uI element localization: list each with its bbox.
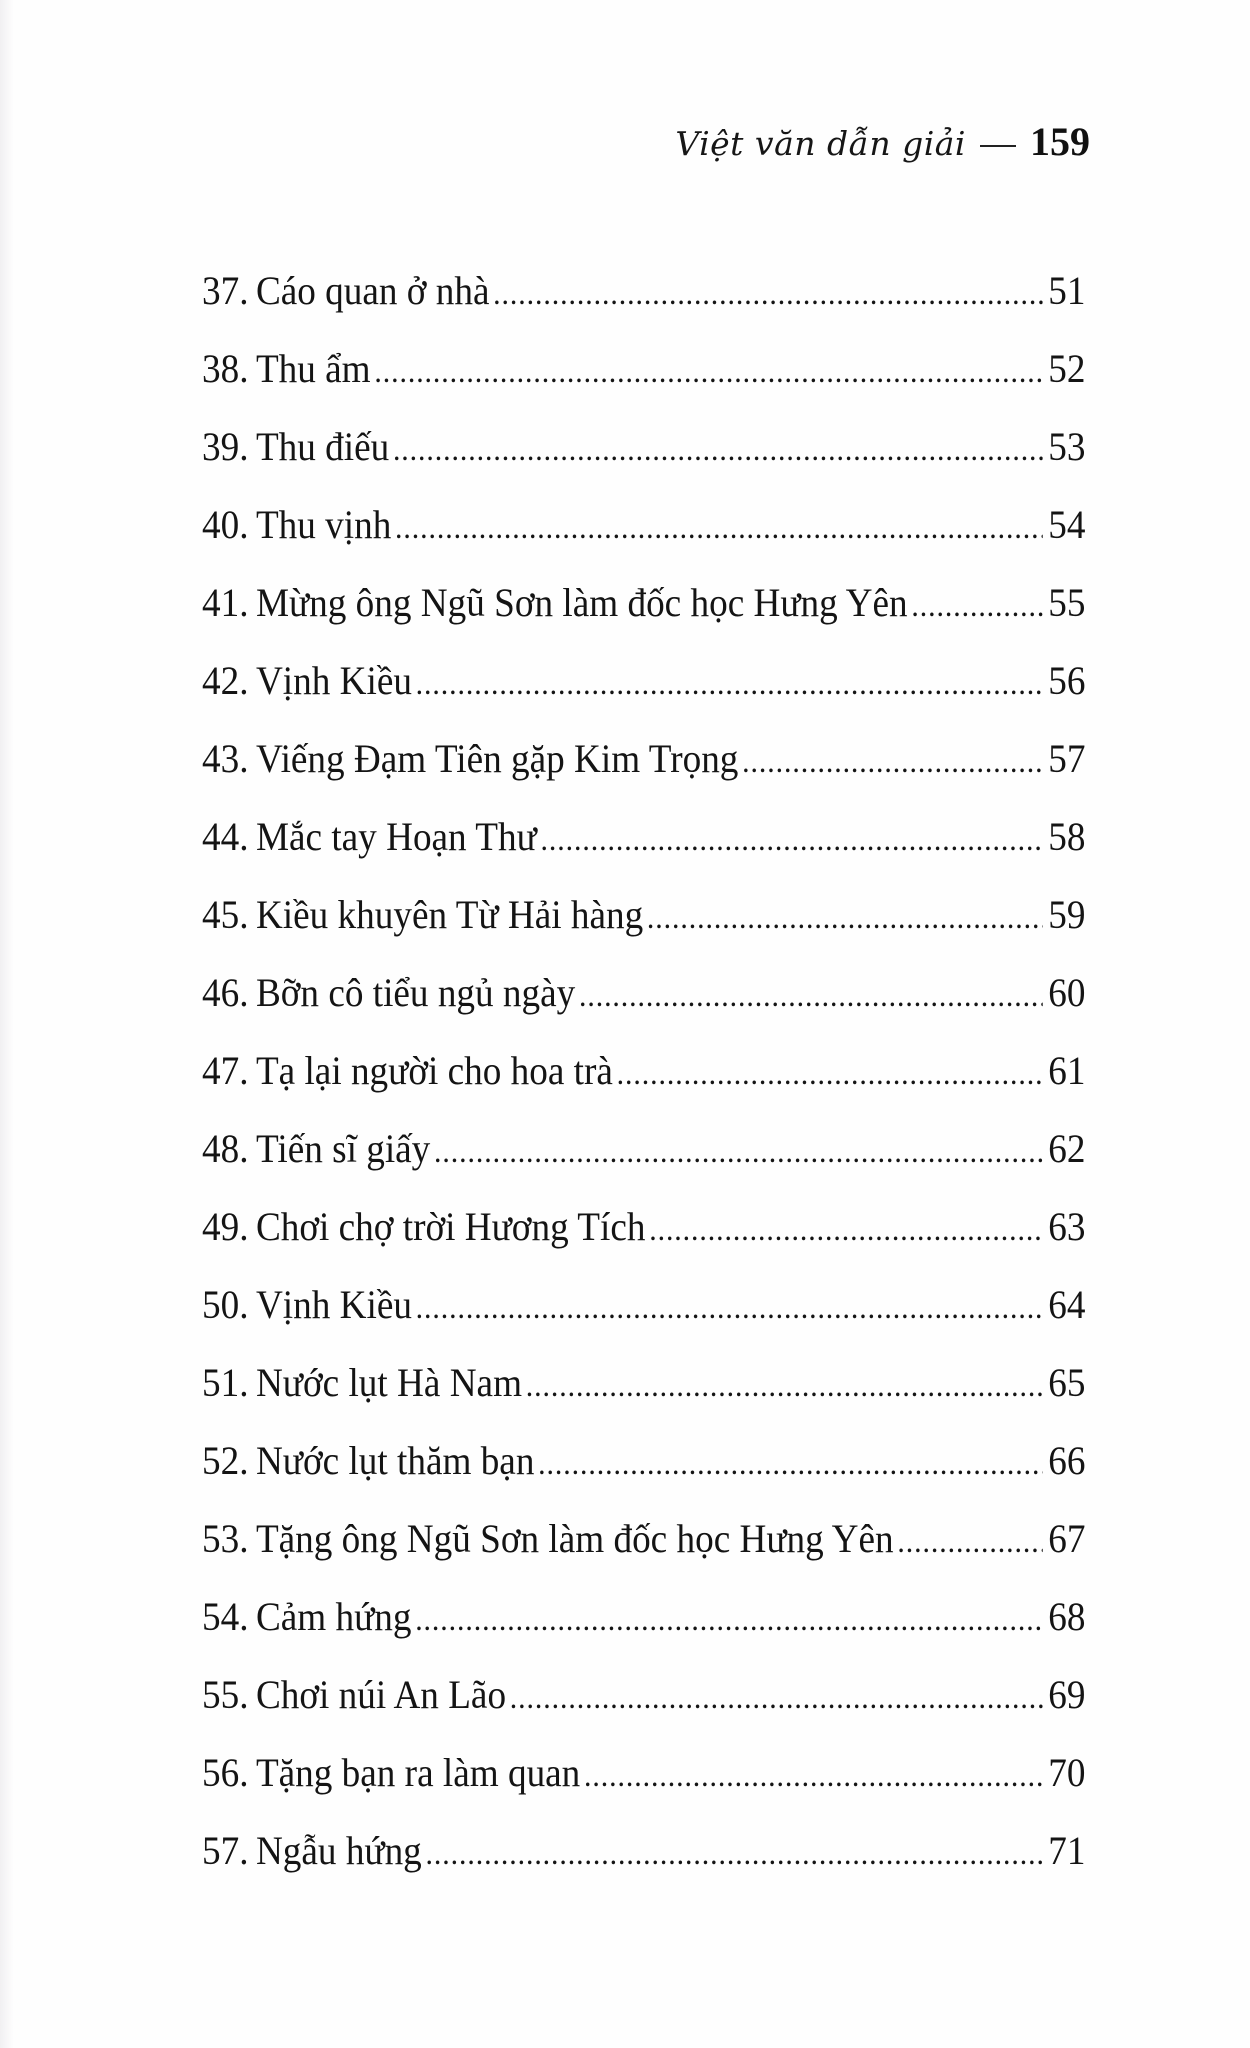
dot-leader <box>526 1346 1043 1424</box>
toc-entry-number: 54. <box>202 1594 249 1639</box>
toc-entry <box>202 954 1086 1032</box>
toc-entry-number: 56. <box>202 1750 249 1795</box>
toc-entry-title: Nước lụt thăm bạn <box>255 1438 535 1483</box>
dot-leader <box>538 1424 1043 1502</box>
toc-entry-number: 40. <box>202 502 249 547</box>
toc-entry <box>202 1812 1086 1890</box>
toc-entry-page: 63 <box>1048 1204 1086 1249</box>
dot-leader <box>416 644 1043 722</box>
dot-leader <box>434 1112 1043 1190</box>
toc-entry-number: 42. <box>202 658 249 703</box>
toc-entry-page: 52 <box>1048 346 1086 391</box>
dot-leader <box>395 488 1043 566</box>
toc-entry-number: 43. <box>202 736 249 781</box>
dot-leader <box>415 1580 1043 1658</box>
toc-entry-page: 56 <box>1048 658 1086 703</box>
dot-leader <box>426 1814 1043 1892</box>
dot-leader <box>541 800 1043 878</box>
toc-entry-number: 53. <box>202 1516 249 1561</box>
toc-entry <box>202 1032 1086 1110</box>
dot-leader <box>897 1502 1042 1580</box>
toc-entry <box>202 876 1086 954</box>
toc-entry-title: Chơi chợ trời Hương Tích <box>255 1204 646 1249</box>
toc-entry-number: 48. <box>202 1126 249 1171</box>
toc-entry-number: 44. <box>202 814 249 859</box>
toc-entry-number: 41. <box>202 580 249 625</box>
toc-entry-title: Tạ lại người cho hoa trà <box>255 1048 613 1093</box>
toc-entry-title: Vịnh Kiều <box>255 1282 412 1327</box>
toc-entry <box>202 1422 1086 1500</box>
toc-entry-title: Tiến sĩ giấy <box>255 1126 431 1171</box>
toc-entry-page: 65 <box>1048 1360 1086 1405</box>
dot-leader <box>911 566 1042 644</box>
toc-entry <box>202 408 1086 486</box>
toc-entry-number: 55. <box>202 1672 249 1717</box>
toc-entry <box>202 1578 1086 1656</box>
page-number: 159 <box>1030 119 1090 164</box>
dot-leader <box>584 1736 1043 1814</box>
dot-leader <box>647 878 1043 956</box>
dot-leader <box>649 1190 1043 1268</box>
running-header <box>675 118 1090 165</box>
toc-entry <box>202 1188 1086 1266</box>
toc-entry-title: Ngẫu hứng <box>255 1828 422 1873</box>
toc-entry <box>202 798 1086 876</box>
toc-entry-title: Bỡn cô tiểu ngủ ngày <box>255 970 576 1015</box>
toc-entry-title: Cáo quan ở nhà <box>255 268 490 313</box>
table-of-contents <box>202 252 1085 1890</box>
toc-entry-number: 47. <box>202 1048 249 1093</box>
toc-entry-title: Thu điếu <box>255 424 390 469</box>
toc-entry-page: 67 <box>1048 1516 1086 1561</box>
toc-entry-page: 55 <box>1048 580 1086 625</box>
toc-entry-number: 46. <box>202 970 249 1015</box>
toc-entry-page: 62 <box>1048 1126 1086 1171</box>
toc-entry <box>202 330 1086 408</box>
toc-entry <box>202 1500 1086 1578</box>
toc-entry-number: 38. <box>202 346 249 391</box>
toc-entry <box>202 252 1086 330</box>
toc-entry-page: 51 <box>1048 268 1086 313</box>
toc-entry-number: 57. <box>202 1828 249 1873</box>
toc-entry <box>202 486 1086 564</box>
header-dash-separator <box>980 145 1016 147</box>
toc-entry-title: Tặng bạn ra làm quan <box>255 1750 581 1795</box>
toc-entry-number: 49. <box>202 1204 249 1249</box>
toc-entry-number: 37. <box>202 268 249 313</box>
dot-leader <box>416 1268 1043 1346</box>
toc-entry-title: Thu vịnh <box>255 502 392 547</box>
toc-entry-number: 45. <box>202 892 249 937</box>
toc-entry <box>202 720 1086 798</box>
toc-entry-title: Cảm hứng <box>255 1594 412 1639</box>
toc-entry-number: 52. <box>202 1438 249 1483</box>
dot-leader <box>617 1034 1043 1112</box>
toc-entry <box>202 564 1086 642</box>
dot-leader <box>510 1658 1043 1736</box>
toc-entry <box>202 1110 1086 1188</box>
toc-entry-page: 59 <box>1048 892 1086 937</box>
toc-entry-number: 50. <box>202 1282 249 1327</box>
toc-entry-page: 61 <box>1048 1048 1086 1093</box>
toc-entry-number: 51. <box>202 1360 249 1405</box>
dot-leader <box>393 410 1043 488</box>
toc-entry <box>202 642 1086 720</box>
toc-entry-page: 66 <box>1048 1438 1086 1483</box>
toc-entry-title: Kiều khuyên Từ Hải hàng <box>255 892 644 937</box>
toc-entry <box>202 1734 1086 1812</box>
running-title: Việt văn dẫn giải <box>675 124 966 163</box>
toc-entry-page: 68 <box>1048 1594 1086 1639</box>
toc-entry-title: Viếng Đạm Tiên gặp Kim Trọng <box>255 736 739 781</box>
toc-entry-title: Chơi núi An Lão <box>255 1672 507 1717</box>
toc-entry-page: 70 <box>1048 1750 1086 1795</box>
toc-entry-page: 69 <box>1048 1672 1086 1717</box>
toc-entry-page: 54 <box>1048 502 1086 547</box>
toc-entry-page: 57 <box>1048 736 1086 781</box>
toc-entry-number: 39. <box>202 424 249 469</box>
toc-entry-page: 58 <box>1048 814 1086 859</box>
toc-entry <box>202 1266 1086 1344</box>
dot-leader <box>493 254 1043 332</box>
toc-entry-title: Tặng ông Ngũ Sơn làm đốc học Hưng Yên <box>255 1516 894 1561</box>
dot-leader <box>579 956 1043 1034</box>
dot-leader <box>374 332 1042 410</box>
toc-entry-page: 71 <box>1048 1828 1086 1873</box>
toc-entry <box>202 1656 1086 1734</box>
toc-entry-page: 60 <box>1048 970 1086 1015</box>
toc-entry-title: Mắc tay Hoạn Thư <box>255 814 537 859</box>
toc-entry-title: Nước lụt Hà Nam <box>255 1360 523 1405</box>
toc-entry-page: 64 <box>1048 1282 1086 1327</box>
toc-entry-title: Thu ẩm <box>255 346 371 391</box>
toc-entry-title: Mừng ông Ngũ Sơn làm đốc học Hưng Yên <box>255 580 908 625</box>
toc-entry-title: Vịnh Kiều <box>255 658 412 703</box>
toc-entry <box>202 1344 1086 1422</box>
page-edge-shadow <box>0 0 14 2048</box>
toc-entry-page: 53 <box>1048 424 1086 469</box>
dot-leader <box>742 722 1043 800</box>
